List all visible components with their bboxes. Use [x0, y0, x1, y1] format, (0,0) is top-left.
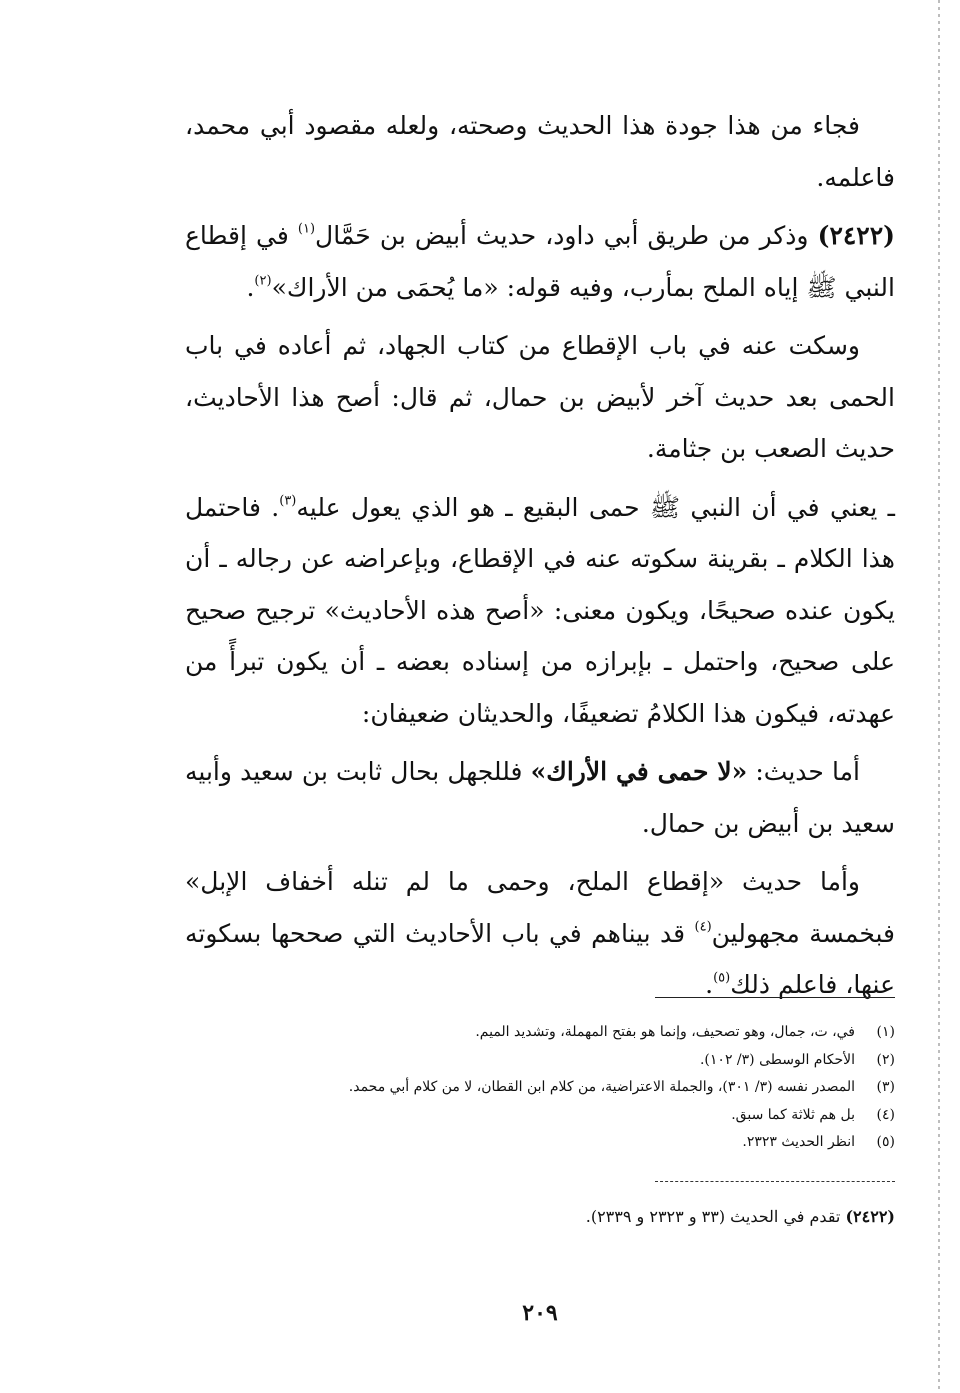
text-run: ـ يعني في أن النبي ﷺ حمى البقيع ـ هو الذي يعول عليه: [296, 492, 895, 522]
footnote-4: [180, 1102, 895, 1130]
paragraph: [185, 210, 895, 313]
footnote-ref: (٥): [713, 970, 731, 986]
main-text: [185, 100, 895, 1018]
bold-text: «لا حمى في الأراك»: [530, 757, 748, 786]
footnote-number: (٥): [876, 1134, 895, 1150]
endnote-hadith-number: (٢٤٢٢): [845, 1207, 895, 1226]
footnote-number: (٤): [876, 1106, 895, 1123]
endnote-text: تقدم في الحديث (٣٣ و ٢٣٢٣ و ٢٣٣٩).: [585, 1207, 846, 1226]
footnote-ref: (٢): [254, 272, 272, 288]
paragraph: [185, 482, 895, 740]
footnote-5: [180, 1129, 895, 1157]
footnote-text: المصدر نفسه (٣/ ٣٠١)، والجملة الاعتراضية، من كلام ابن القطان، لا من كلام أبي محمد.: [348, 1079, 855, 1095]
footnote-number: (٢): [876, 1051, 895, 1068]
footnote-ref: (٤): [694, 918, 712, 934]
footnote-text: بل هم ثلاثة كما سبق.: [731, 1106, 855, 1123]
text-run: قد بيناهم في باب الأحاديث التي صححها بسكوته عنها، فاعلم ذلك: [185, 918, 895, 999]
text-run: وذكر من طريق أبي داود، حديث أبيض بن حَمَّال: [315, 221, 818, 250]
footnote-2: [180, 1047, 895, 1075]
footnote-text: الأحكام الوسطى (٣/ ١٠٢).: [699, 1051, 855, 1068]
paragraph: [185, 746, 895, 849]
text-run: .: [705, 970, 714, 999]
text-run: أما حديث:: [747, 757, 860, 786]
page-number: ٢٠٩: [522, 1300, 558, 1326]
footnote-separator: [655, 997, 895, 998]
footnote-number: (١): [876, 1024, 895, 1040]
footnote-text: انظر الحديث ٢٣٢٣.: [742, 1134, 855, 1150]
footnote-ref: (٣): [279, 492, 297, 508]
text-run: . فاحتمل هذا الكلام ـ بقرينة سكوته عنه في الإقطاع، وبإعراضه عن رجاله ـ أن يكون عنده صحيحًا، ويكون معنى: «أصح هذه الأحاديث» ترجيح صحيح على صحيح، واحتمل ـ بإبرازه من إسناده بعضه ـ أن يكون تبرأً من عهدته، فيكون هذا الكلامُ تضعيفًا، والحديثان ضعيفان:: [185, 492, 895, 728]
footnote-ref: (١): [297, 221, 316, 237]
text-run: وأما حديث «إقطاع الملح، وحمى ما لم تنله أخفاف الإبل» فبخمسة مجهولين: [185, 867, 895, 948]
endnote-separator: [655, 1181, 895, 1182]
footnotes-list: [180, 1019, 895, 1157]
text-run: .: [246, 272, 255, 302]
footnote-text: في، ت، جمال، وهو تصحيف، وإنما هو بفتح المهملة، وتشديد الميم.: [475, 1024, 855, 1040]
text-run: فجاء من هذا جودة هذا الحديث وصحته، ولعله مقصود أبي محمد، فاعلمه.: [185, 111, 895, 192]
paragraph: [185, 100, 895, 203]
text-run: فللجهل بحال ثابت بن سعيد وأبيه سعيد بن أبيض بن حمال.: [185, 757, 895, 838]
footnote-1: [180, 1019, 895, 1047]
paragraph: [185, 856, 895, 1011]
text-run: وسكت عنه في باب الإقطاع من كتاب الجهاد، ثم أعاده في باب الحمى بعد حديث آخر لأبيض بن حمال، ثم قال: أصح هذا الأحاديث، حديث الصعب بن جثامة.: [185, 331, 895, 463]
text-run: في إقطاع النبي ﷺ إياه الملح بمأرب، وفيه قوله: «ما يُحمَى من الأراك»: [185, 221, 895, 302]
bold-text: (٢٤٢٢): [817, 221, 895, 250]
footnote-3: [180, 1074, 895, 1102]
hadith-endnote: [180, 1203, 895, 1231]
paragraph: [185, 320, 895, 475]
page-edge-divider: [938, 0, 940, 1393]
footnote-number: (٣): [876, 1079, 895, 1095]
